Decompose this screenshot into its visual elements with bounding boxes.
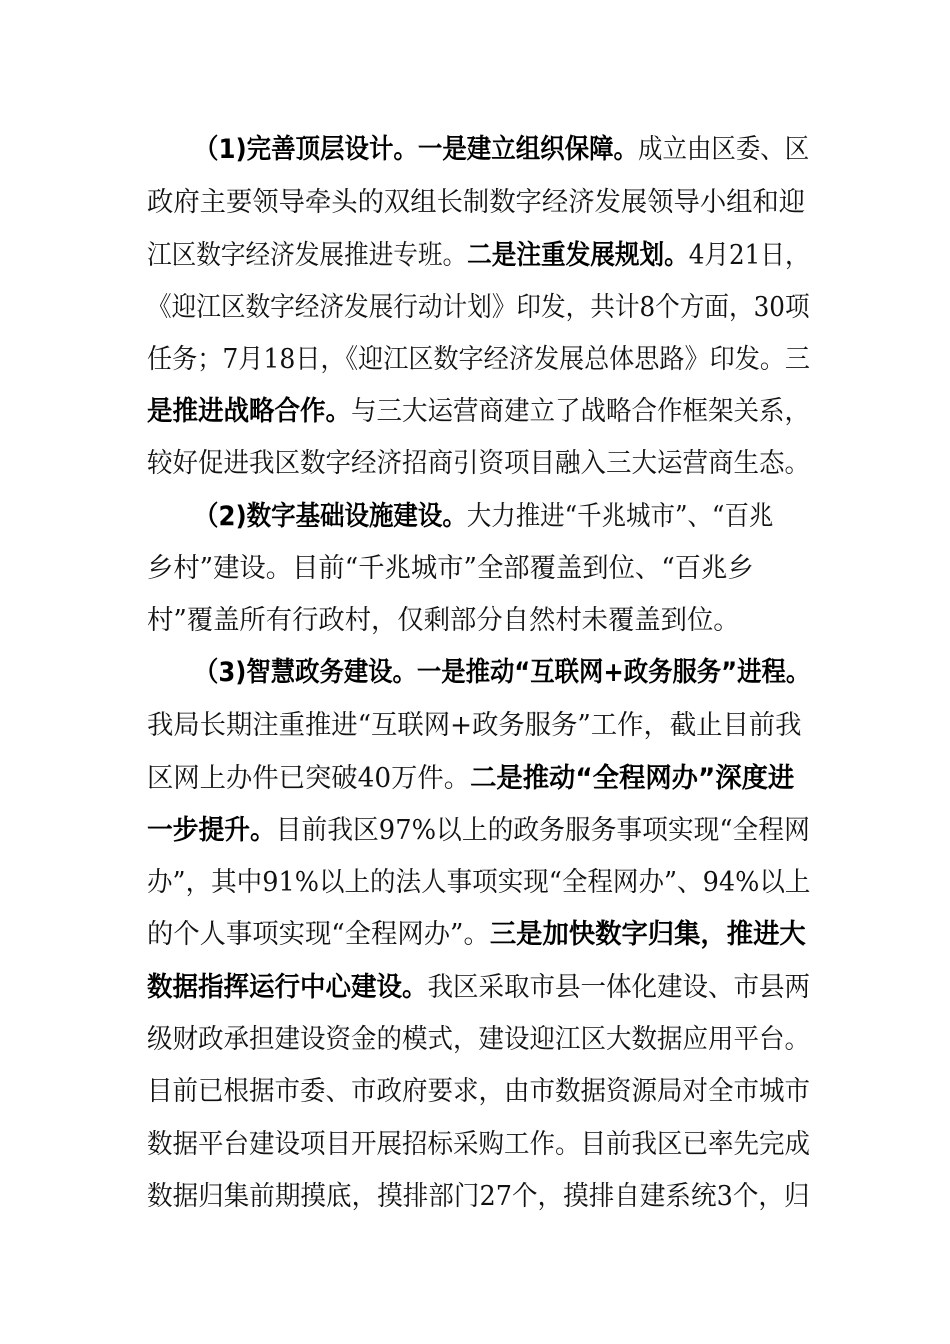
body-text: 大力推进“千兆城市”、“百兆 — [466, 501, 774, 532]
text-line — [147, 444, 810, 484]
text-line — [147, 915, 810, 955]
text-line — [147, 236, 810, 276]
body-text: 乡村”建设。目前“千兆城市”全部覆盖到位、“百兆乡 — [147, 553, 754, 584]
body-text: 的个人事项实现“全程网办”。 — [147, 919, 490, 950]
body-text: 目前我区97%以上的政务服务事项实现“全程网 — [275, 815, 810, 846]
text-line — [194, 653, 811, 693]
text-line — [147, 863, 811, 903]
body-text: 目前已根据市委、市政府要求，由市数据资源局对全市城市 — [147, 1076, 810, 1107]
text-line — [147, 288, 810, 328]
body-text: 区网上办件已突破40万件。 — [147, 763, 471, 794]
bold-heading-text: 三是加快数字归集，推进大 — [489, 919, 806, 950]
body-text: 办”，其中91%以上的法人事项实现“全程网办”、94%以上 — [147, 867, 811, 898]
body-text: 较好促进我区数字经济招商引资项目融入三大运营商生态。 — [147, 448, 810, 479]
text-line — [147, 549, 810, 589]
body-text: 我局长期注重推进“互联网+政务服务”工作，截止目前我 — [147, 710, 802, 741]
text-line — [147, 1125, 810, 1165]
body-text: 与三大运营商建立了战略合作框架关系， — [351, 396, 810, 427]
bold-heading-text: 二是推动“全程网办”深度进 — [470, 763, 795, 794]
body-text: 任务；7月18日，《迎江区数字经济发展总体思路》印发。三 — [147, 344, 811, 375]
text-line — [147, 183, 810, 223]
text-line — [147, 706, 810, 746]
bold-heading-text: 是推进战略合作。 — [147, 396, 351, 427]
bold-heading-text: （1)完善顶层设计。一是建立组织保障。 — [194, 134, 639, 165]
body-text: 级财政承担建设资金的模式，建设迎江区大数据应用平台。 — [147, 1024, 810, 1055]
text-line — [147, 968, 810, 1008]
body-text: 江区数字经济发展推进专班。 — [147, 240, 468, 271]
body-text: 村”覆盖所有行政村，仅剩部分自然村未覆盖到位。 — [147, 605, 740, 636]
bold-heading-text: （2)数字基础设施建设。 — [194, 501, 467, 532]
text-line — [147, 392, 810, 432]
bold-heading-text: （3)智慧政务建设。一是推动“互联网+政务服务”进程。 — [194, 657, 811, 688]
body-text: 政府主要领导牵头的双组长制数字经济发展领导小组和迎 — [147, 187, 806, 218]
text-line — [194, 497, 810, 537]
bold-heading-text: 数据指挥运行中心建设。 — [147, 972, 428, 1003]
text-line — [194, 130, 810, 170]
body-text: 数据归集前期摸底，摸排部门27个，摸排自建系统3个，归 — [147, 1181, 810, 1212]
body-text: 成立由区委、区 — [638, 134, 810, 165]
text-line — [147, 601, 810, 641]
body-text: 《迎江区数字经济发展行动计划》印发，共计8个方面，30项 — [147, 292, 810, 323]
text-line — [147, 811, 810, 851]
text-line — [147, 1177, 810, 1217]
bold-heading-text: 二是注重发展规划。 — [467, 240, 689, 271]
body-text: 数据平台建设项目开展招标采购工作。目前我区已率先完成 — [147, 1129, 810, 1160]
text-line — [147, 1072, 810, 1112]
text-line — [147, 1020, 810, 1060]
body-text: 4月21日， — [688, 240, 810, 271]
bold-heading-text: 一步提升。 — [147, 815, 276, 846]
text-line — [147, 759, 810, 799]
body-text: 我区采取市县一体化建设、市县两 — [427, 972, 810, 1003]
text-line — [147, 340, 811, 380]
